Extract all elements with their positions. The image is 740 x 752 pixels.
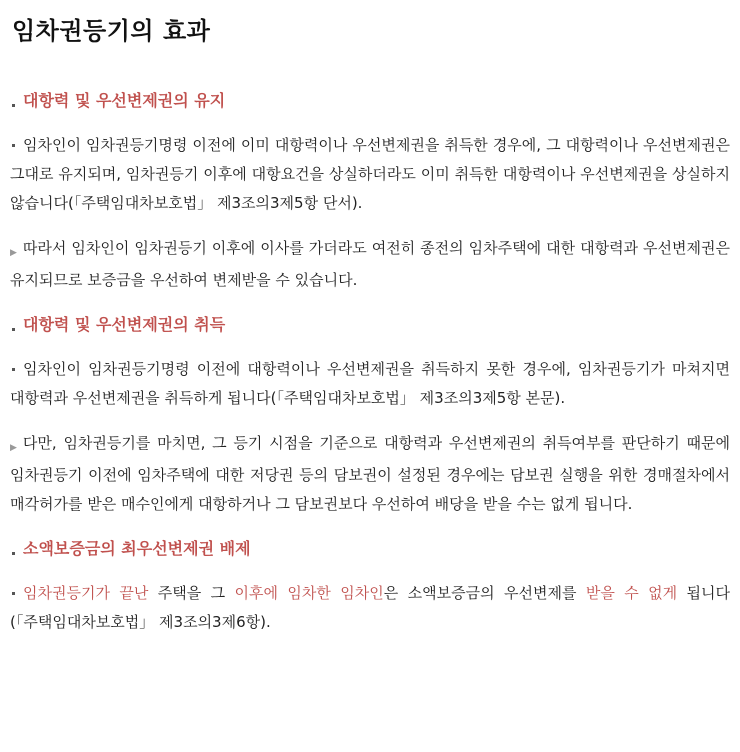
page-title: 임차권등기의 효과 bbox=[12, 17, 211, 45]
paragraph-segment: 이후에 임차한 임차인 bbox=[234, 584, 384, 602]
paragraph-segment: 임차권등기가 끝난 bbox=[23, 584, 149, 602]
paragraph-text: 임차인이 임차권등기명령 이전에 대항력이나 우선변제권을 취득하지 못한 경우에, 임차권등기가 마쳐지면 대항력과 우선변제권을 취득하게 됩니다(「주택임대차보호법」 제3조의3제5항 본문). bbox=[10, 360, 730, 407]
paragraph bbox=[10, 234, 730, 295]
square-bullet-icon bbox=[12, 592, 15, 595]
square-bullet-icon bbox=[12, 104, 15, 107]
section-heading-acquire bbox=[10, 311, 730, 339]
square-bullet-icon bbox=[12, 144, 15, 147]
arrow-bullet-icon: ▶ bbox=[10, 443, 17, 453]
section-heading-maintain bbox=[10, 87, 730, 115]
paragraph-segment: 받을 수 없게 bbox=[585, 584, 678, 602]
section-heading-exclusion bbox=[10, 535, 730, 563]
paragraph bbox=[10, 429, 730, 519]
paragraph-text: 다만, 임차권등기를 마치면, 그 등기 시점을 기준으로 대항력과 우선변제권의 취득여부를 판단하기 때문에 임차권등기 이전에 임차주택에 대한 저당권 등의 담보권이 설정된 경우에는 담보권 실행을 위한 경매절차에서 매각허가를 받은 매수인에게 대항하거나 그 담보권보다 우선하여 배당을 받을 수는 없게 됩니다. bbox=[10, 434, 730, 513]
section-heading-text: 대항력 및 우선변제권의 유지 bbox=[23, 91, 226, 110]
paragraph-text: 따라서 임차인이 임차권등기 이후에 이사를 가더라도 여전히 종전의 임차주택에 대한 대항력과 우선변제권은 유지되므로 보증금을 우선하여 변제받을 수 있습니다. bbox=[10, 239, 730, 289]
paragraph bbox=[10, 131, 730, 218]
arrow-bullet-icon: ▶ bbox=[10, 248, 17, 258]
square-bullet-icon bbox=[12, 552, 15, 555]
section-heading-text: 소액보증금의 최우선변제권 배제 bbox=[23, 539, 251, 558]
paragraph-segment: 은 소액보증금의 우선변제를 bbox=[383, 584, 586, 602]
square-bullet-icon bbox=[12, 328, 15, 331]
paragraph-segment: 주택을 그 bbox=[148, 584, 235, 602]
section-heading-text: 대항력 및 우선변제권의 취득 bbox=[23, 315, 226, 334]
paragraph bbox=[10, 355, 730, 413]
paragraph-segment: 됩니다(「주택임대차보호법」 제3조의3제6항). bbox=[10, 584, 731, 631]
paragraph bbox=[10, 579, 730, 637]
square-bullet-icon bbox=[12, 368, 15, 371]
paragraph-text: 임차인이 임차권등기명령 이전에 이미 대항력이나 우선변제권을 취득한 경우에, 그 대항력이나 우선변제권은 그대로 유지되며, 임차권등기 이후에 대항요건을 상실하더라도 이미 취득한 대항력이나 우선변제권을 상실하지 않습니다(「주택임대차보호법」 제3조의3제5항 단서). bbox=[10, 136, 730, 212]
